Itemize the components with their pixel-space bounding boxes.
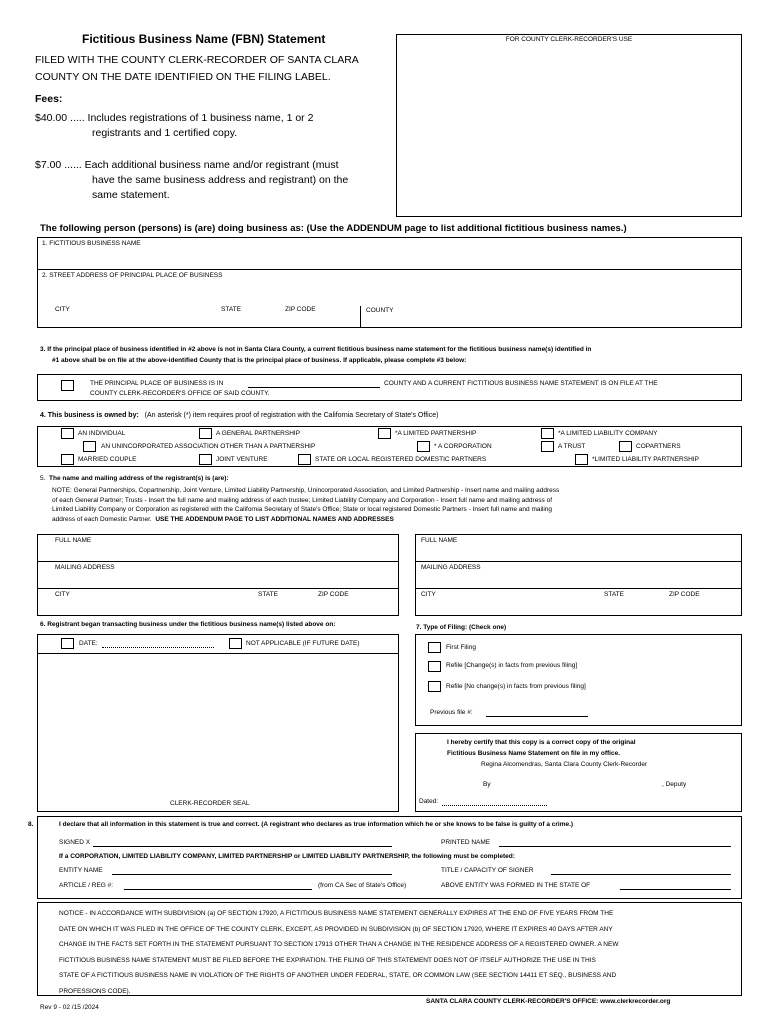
city-label: CITY [421, 591, 436, 598]
divider [37, 561, 399, 562]
dated-label: Dated: [419, 798, 439, 805]
general-partnership-label: A GENERAL PARTNERSHIP [216, 430, 301, 437]
dated-field[interactable] [442, 805, 547, 806]
section-6-label: 6. Registrant began transacting business under the fictitious business name(s) listed above on: [40, 621, 336, 628]
zip-label: ZIP CODE [669, 591, 700, 598]
state-label: STATE [258, 591, 278, 598]
deputy-label: , Deputy [662, 781, 687, 788]
state-label: STATE [604, 591, 624, 598]
entity-name-field[interactable] [112, 874, 392, 875]
limited-partnership-checkbox[interactable] [378, 428, 391, 439]
revision-label: Rev 9 - 02 /15 /2024 [40, 1004, 99, 1011]
llc-checkbox[interactable] [541, 428, 554, 439]
declaration-text: I declare that all information in this statement is true and correct. (A registrant who declares as true information which he or she knows to be false is guilty of a crime.) [59, 821, 574, 828]
full-name-label: FULL NAME [55, 537, 92, 544]
fee-2: $7.00 ...... Each additional business name and/or registrant (must have the same business address and registrant) on the same statement. [35, 159, 349, 201]
fictitious-business-name-label: 1. FICTITIOUS BUSINESS NAME [42, 240, 141, 247]
first-filing-label: First Filing [446, 644, 476, 651]
clerk-use-box [396, 34, 742, 217]
copartners-label: COPARTNERS [636, 443, 681, 450]
section-5-label: 5. The name and mailing address of the registrant(s) is (are): [40, 475, 229, 482]
city-label: CITY [55, 306, 70, 313]
individual-checkbox[interactable] [61, 428, 74, 439]
domestic-partners-checkbox[interactable] [298, 454, 311, 465]
section-8-number: 8. [28, 821, 34, 828]
domestic-partners-label: STATE OR LOCAL REGISTERED DOMESTIC PARTNERS [315, 456, 487, 463]
filed-statement: FILED WITH THE COUNTY CLERK-RECORDER OF SANTA CLARA COUNTY ON THE DATE IDENTIFIED ON THE FILING LABEL. [35, 54, 359, 83]
general-partnership-checkbox[interactable] [199, 428, 212, 439]
section-3-text: 3. If the principal place of business identified in #2 above is not in Santa Clara County, a current fictitious business name statement for the fictitious business name(s) identified in #1 above shall be on file at the above-identified County that is the principal place of business. If applicable, please complete #3 below: [40, 346, 592, 364]
county-name-field[interactable] [248, 387, 380, 388]
trust-label: A TRUST [558, 443, 586, 450]
county-label: COUNTY [366, 307, 394, 314]
printed-name-field[interactable] [499, 846, 731, 847]
article-reg-label: ARTICLE / REG #: [59, 882, 114, 889]
not-applicable-label: NOT APPLICABLE (IF FUTURE DATE) [246, 640, 360, 647]
refile-change-label: Refile [Change(s) in facts from previous filing] [446, 662, 578, 669]
corporation-label: * A CORPORATION [434, 443, 492, 450]
principal-place-text-a: THE PRINCIPAL PLACE OF BUSINESS IS IN [90, 380, 224, 387]
intro-text: The following person (persons) is (are) doing business as: (Use the ADDENDUM page to list additional fictitious business names.) [40, 223, 627, 234]
registrant-1-box [37, 534, 399, 616]
signed-label: SIGNED X [59, 839, 91, 846]
date-field[interactable] [102, 647, 214, 648]
divider [37, 588, 399, 589]
zip-label: ZIP CODE [318, 591, 349, 598]
individual-label: AN INDIVIDUAL [78, 430, 126, 437]
not-applicable-checkbox[interactable] [229, 638, 242, 649]
notice-text: NOTICE - IN ACCORDANCE WITH SUBDIVISION (a) OF SECTION 17920, A FICTITIOUS BUSINESS NAME STATEMENT GENERALLY EXPIRES AT THE END OF FIVE YEARS FROM THE DATE ON WHICH IT WAS FILED IN THE OFFICE OF THE COUNTY CLERK, EXCEPT, AS PROVIDED IN SUBDIVISION (b) OF SECTION 17920, WHERE IT EXPIRES 40 DAYS AFTER ANY CHANGE IN THE FACTS SET FORTH IN THE STATEMENT PURSUANT TO SECTION 17913 OTHER THAN A CHANGE IN THE RESIDENCE ADDRESS OF A REGISTERED OWNER. A NEW FICTITIOUS BUSINESS NAME STATEMENT MUST BE FILED BEFORE THE EXPIRATION. THE FILING OF THIS STATEMENT DOES NOT OF ITSELF AUTHORIZE THE USE IN THIS STATE OF A FICTITIOUS BUSINESS NAME IN VIOLATION OF THE RIGHTS OF ANOTHER UNDER FEDERAL, STATE, OR COMMON LAW (SEE SECTION 14411 ET SEQ., BUSINESS AND PROFESSIONS CODE). [59, 910, 619, 995]
principal-place-checkbox[interactable] [61, 380, 74, 391]
principal-place-text-c: COUNTY CLERK-RECORDER'S OFFICE OF SAID COUNTY. [90, 390, 270, 397]
registrant-2-box [415, 534, 742, 616]
refile-change-checkbox[interactable] [428, 661, 441, 672]
refile-no-change-checkbox[interactable] [428, 681, 441, 692]
clerk-use-label: FOR COUNTY CLERK-RECORDER'S USE [505, 36, 633, 43]
divider [37, 653, 399, 654]
unincorporated-label: AN UNINCORPORATED ASSOCIATION OTHER THAN A PARTNERSHIP [101, 443, 316, 450]
entity-name-label: ENTITY NAME [59, 867, 103, 874]
form-title: Fictitious Business Name (FBN) Statement [82, 32, 326, 46]
formed-in-label: ABOVE ENTITY WAS FORMED IN THE STATE OF [441, 882, 591, 889]
mailing-address-label: MAILING ADDRESS [421, 564, 481, 571]
llc-label: *A LIMITED LIABILITY COMPANY [558, 430, 658, 437]
fee-1: $40.00 ..... Includes registrations of 1 business name, 1 or 2 registrants and 1 certified copy. [35, 112, 314, 139]
title-signer-field[interactable] [551, 874, 731, 875]
copartners-checkbox[interactable] [619, 441, 632, 452]
section-5-note: NOTE: General Partnerships, Copartnership, Joint Venture, Limited Liability Partnership, Unincorporated Association, and Limited Partnership - Insert name and mailing address of each General Partner; Trusts - Insert the full name and mailing address of each trustee; Limited Liability Company and Corporation - Insert full name and mailing address of Limited Liability Company or Corporation as registered with the California Secretary of State's Office; State or local registered Domestic Partners - Insert full name and mailing address of each Domestic Partner. USE THE ADDENDUM PAGE TO LIST ADDITIONAL NAMES AND ADDRESSES [52, 487, 560, 523]
llp-label: *LIMITED LIABILITY PARTNERSHIP [592, 456, 699, 463]
previous-file-label: Previous file #: [430, 709, 473, 716]
married-couple-label: MARRIED COUPLE [78, 456, 137, 463]
by-label: By [483, 781, 491, 788]
previous-file-field[interactable] [486, 716, 588, 717]
joint-venture-checkbox[interactable] [199, 454, 212, 465]
from-sos-label: (from CA Sec of State's Office) [318, 882, 407, 889]
limited-partnership-label: *A LIMITED PARTNERSHIP [395, 430, 477, 437]
married-couple-checkbox[interactable] [61, 454, 74, 465]
printed-name-label: PRINTED NAME [441, 839, 491, 846]
divider [415, 561, 742, 562]
signature-field[interactable] [93, 846, 392, 847]
llp-checkbox[interactable] [575, 454, 588, 465]
city-label: CITY [55, 591, 70, 598]
office-footer: SANTA CLARA COUNTY CLERK-RECORDER'S OFFICE: www.clerkrecorder.org [426, 998, 671, 1005]
first-filing-checkbox[interactable] [428, 642, 441, 653]
trust-checkbox[interactable] [541, 441, 554, 452]
article-reg-field[interactable] [124, 889, 312, 890]
full-name-label: FULL NAME [421, 537, 458, 544]
certification-text: I hereby certify that this copy is a correct copy of the original Fictitious Business Name Statement on file in my office. [447, 739, 636, 757]
seal-box [37, 634, 399, 812]
principal-place-text-b: COUNTY AND A CURRENT FICTITIOUS BUSINESS NAME STATEMENT IS ON FILE AT THE [384, 380, 658, 387]
divider [37, 269, 742, 270]
unincorporated-checkbox[interactable] [83, 441, 96, 452]
entity-note: If a CORPORATION, LIMITED LIABILITY COMPANY, LIMITED PARTNERSHIP or LIMITED LIABILITY PARTNERSHIP, the following must be completed: [59, 853, 515, 860]
title-signer-label: TITLE / CAPACITY OF SIGNER [441, 867, 534, 874]
formed-in-field[interactable] [620, 889, 731, 890]
clerk-name: Regina Alcomendras, Santa Clara County Clerk-Recorder [481, 761, 648, 768]
section-4-label: 4. This business is owned by: (An asterisk (*) item requires proof of registration with the California Secretary of State's Office) [40, 412, 439, 419]
divider [360, 306, 361, 328]
state-label: STATE [221, 306, 241, 313]
mailing-address-label: MAILING ADDRESS [55, 564, 115, 571]
refile-no-change-label: Refile [No change(s) in facts from previous filing] [446, 683, 586, 690]
street-address-label: 2. STREET ADDRESS OF PRINCIPAL PLACE OF BUSINESS [42, 272, 223, 279]
clerk-recorder-seal-label: CLERK-RECORDER SEAL [170, 800, 250, 807]
zip-label: ZIP CODE [285, 306, 316, 313]
date-label: DATE: [79, 640, 98, 647]
fees-label: Fees: [35, 93, 63, 105]
section-7-label: 7. Type of Filing: (Check one) [416, 624, 507, 631]
date-checkbox[interactable] [61, 638, 74, 649]
corporation-checkbox[interactable] [417, 441, 430, 452]
divider [415, 588, 742, 589]
joint-venture-label: JOINT VENTURE [216, 456, 268, 463]
